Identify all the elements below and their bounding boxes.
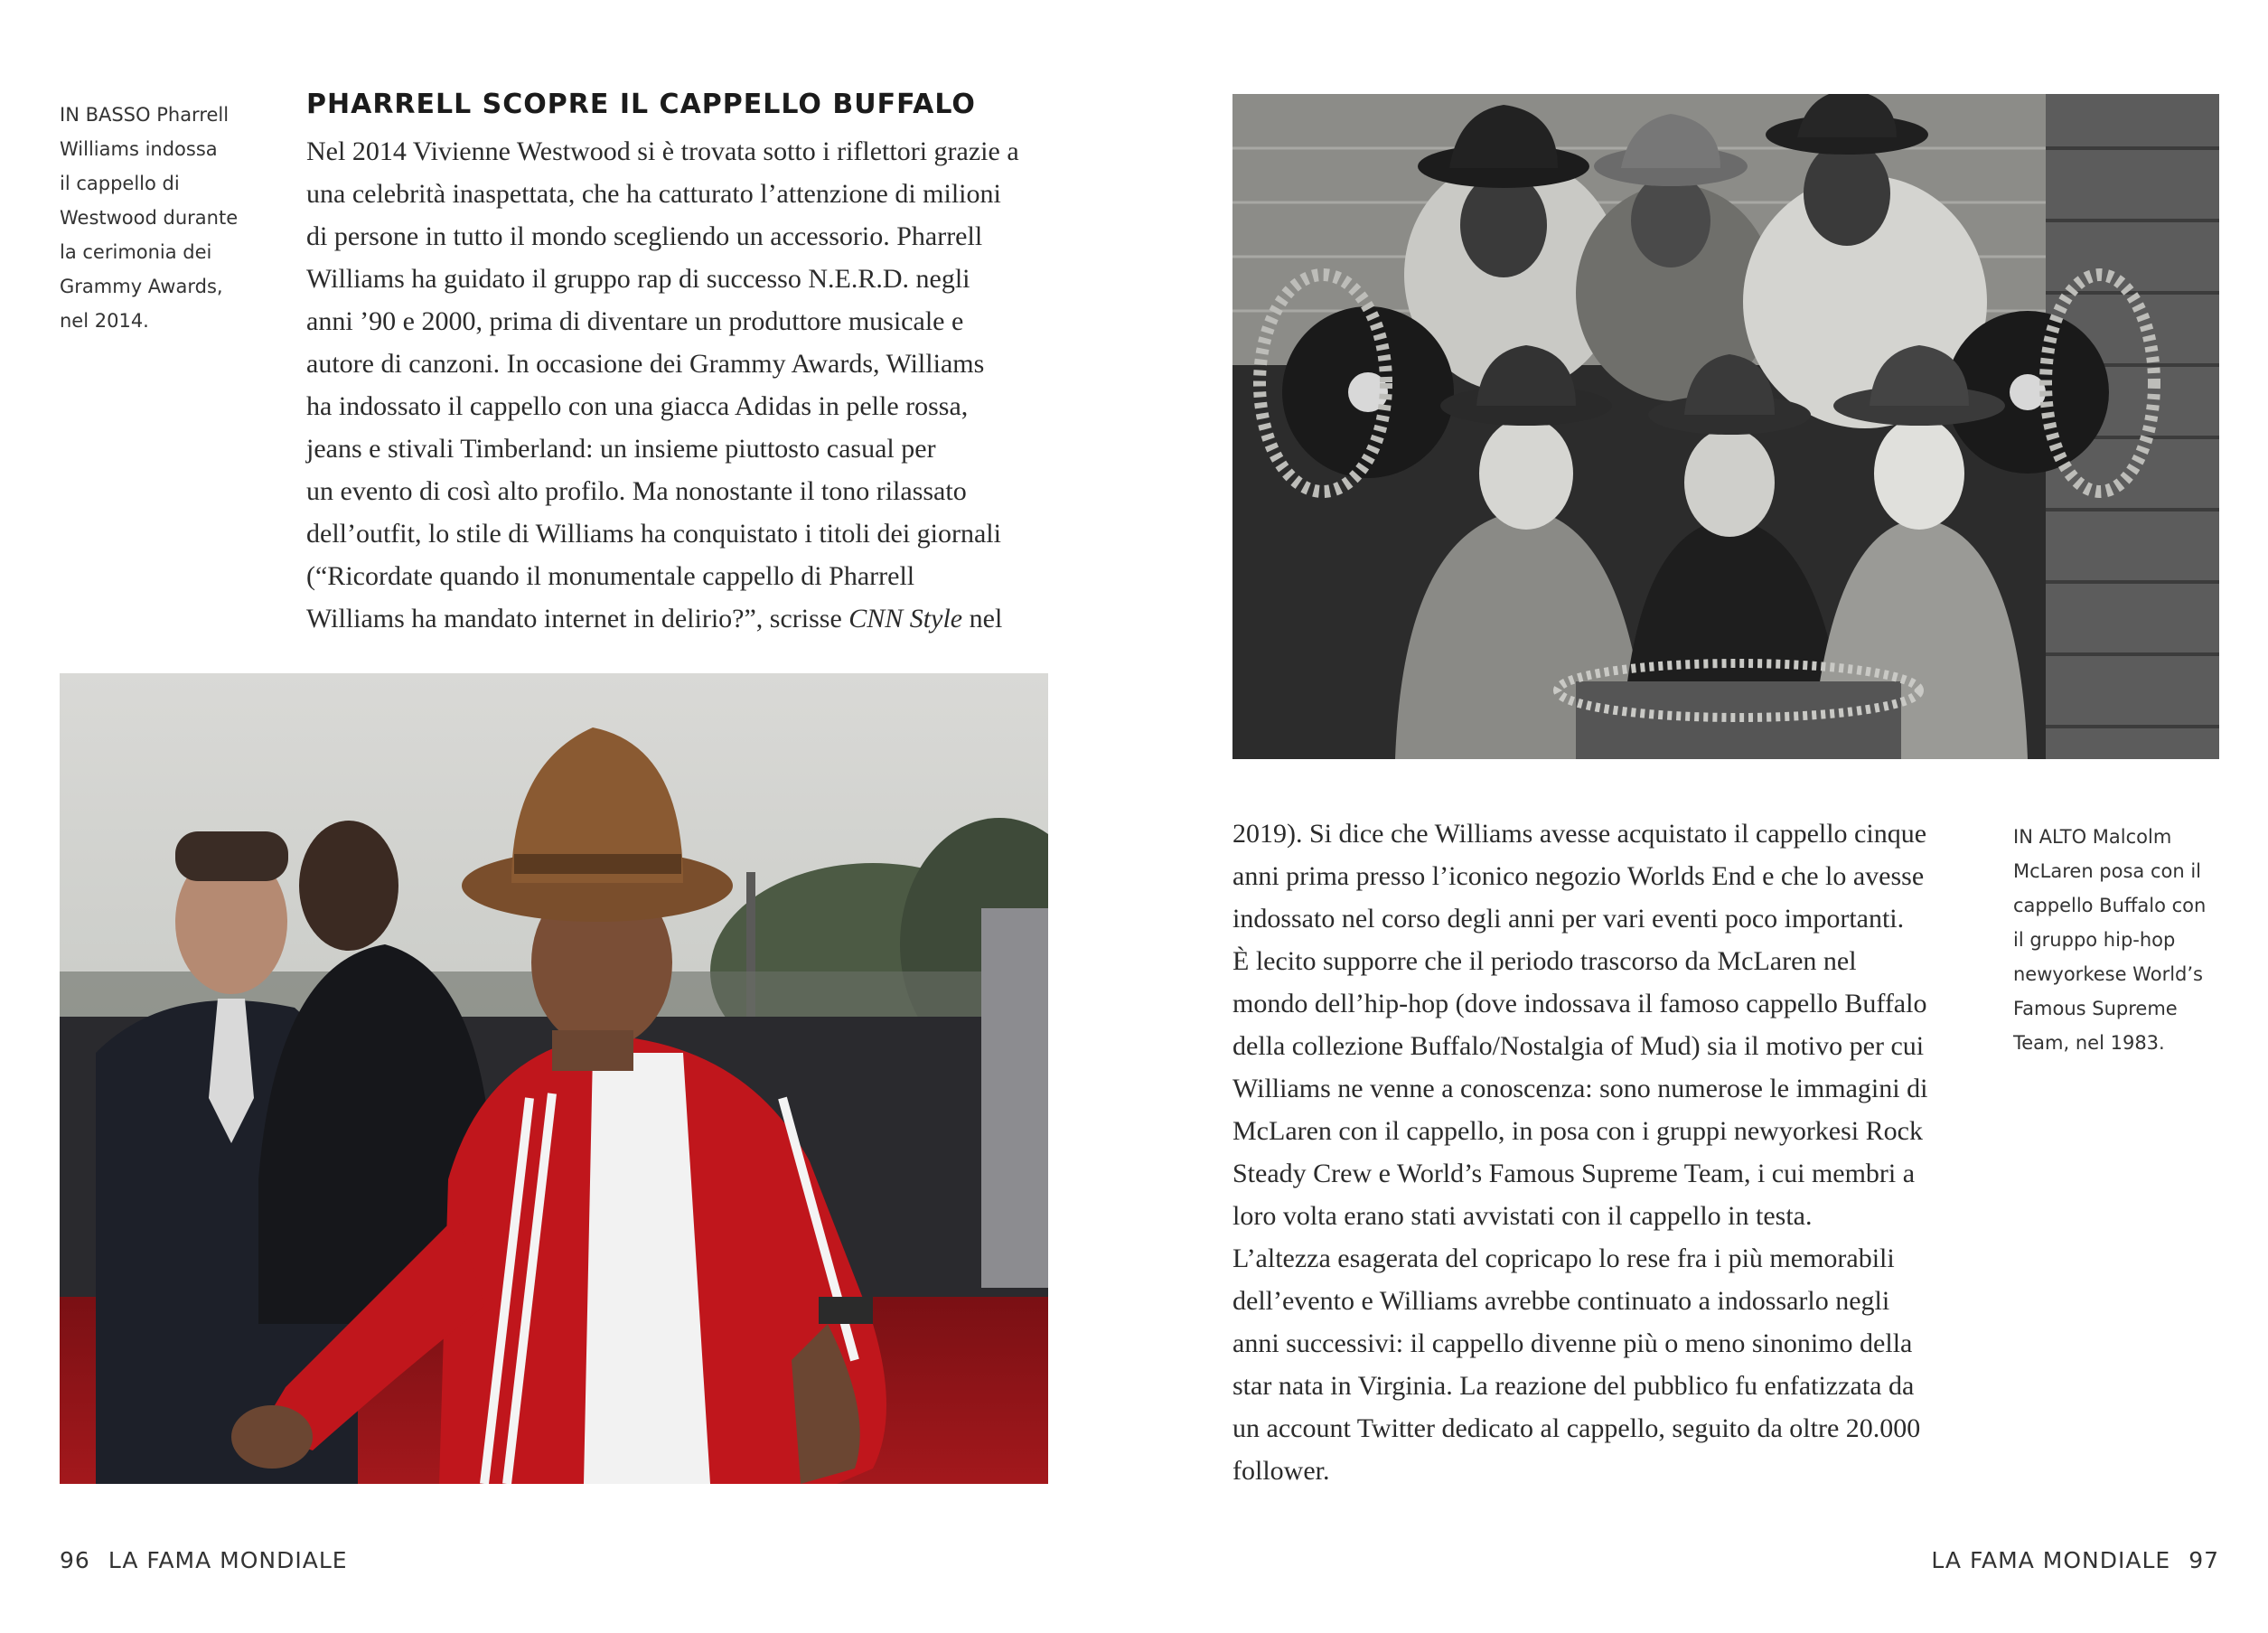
body-line: anni ’90 e 2000, prima di diventare un produttore musicale e xyxy=(306,306,964,336)
body-line: della collezione Buffalo/Nostalgia of Mud) sia il motivo per cui xyxy=(1232,1031,1925,1061)
photo-mclaren-supreme-team xyxy=(1232,94,2219,759)
photo-pharrell-image xyxy=(60,673,1048,1484)
section-heading: PHARRELL SCOPRE IL CAPPELLO BUFFALO xyxy=(306,89,976,120)
body-line: ha indossato il cappello con una giacca Adidas in pelle rossa, xyxy=(306,391,969,421)
body-line: mondo dell’hip-hop (dove indossava il famoso cappello Buffalo xyxy=(1232,989,1927,1018)
body-line: star nata in Virginia. La reazione del pubblico fu enfatizzata da xyxy=(1232,1371,1915,1401)
caption-line: Grammy Awards, xyxy=(60,276,223,297)
caption-line: IN ALTO Malcolm xyxy=(2013,826,2172,848)
body-line: (“Ricordate quando il monumentale cappello di Pharrell xyxy=(306,561,915,591)
body-line: anni successivi: il cappello divenne più o meno sinonimo della xyxy=(1232,1328,1913,1358)
body-line: un account Twitter dedicato al cappello, seguito da oltre 20.000 xyxy=(1232,1413,1921,1443)
body-line: jeans e stivali Timberland: un insieme piuttosto casual per xyxy=(306,434,936,464)
publication-name: CNN Style xyxy=(848,604,963,633)
body-line: anni prima presso l’iconico negozio Worlds End e che lo avesse xyxy=(1232,861,1925,891)
caption-line: il cappello di xyxy=(60,173,180,194)
footer-left xyxy=(60,1547,348,1573)
body-line: autore di canzoni. In occasione dei Grammy Awards, Williams xyxy=(306,349,985,379)
footer-right xyxy=(1931,1547,2219,1573)
body-line: Williams ne venne a conoscenza: sono numerose le immagini di xyxy=(1232,1074,1928,1103)
footer-title-left: LA FAMA MONDIALE xyxy=(108,1547,348,1573)
body-line: Williams ha guidato il gruppo rap di successo N.E.R.D. negli xyxy=(306,264,970,294)
caption-line: IN BASSO Pharrell xyxy=(60,104,230,126)
footer-title-right: LA FAMA MONDIALE xyxy=(1931,1547,2171,1573)
body-line: dell’outfit, lo stile di Williams ha conquistato i titoli dei giornali xyxy=(306,519,1001,549)
caption-line: Famous Supreme xyxy=(2013,998,2178,1019)
body-line: indossato nel corso degli anni per vari eventi poco importanti. xyxy=(1232,904,1905,934)
page-number-right: 97 xyxy=(2188,1547,2219,1573)
body-line-last xyxy=(306,597,1019,640)
caption-line: Westwood durante xyxy=(60,207,239,229)
body-text-left xyxy=(306,130,1019,640)
body-line: un evento di così alto profilo. Ma nonostante il tono rilassato xyxy=(306,476,967,506)
body-line: una celebrità inaspettata, che ha catturato l’attenzione di milioni xyxy=(306,179,1001,209)
caption-line: cappello Buffalo con xyxy=(2013,895,2207,916)
body-line-end: nel xyxy=(969,604,1003,633)
caption-line: newyorkese World’s xyxy=(2013,963,2203,985)
body-line: McLaren con il cappello, in posa con i gruppi newyorkesi Rock xyxy=(1232,1116,1923,1146)
body-line: 2019). Si dice che Williams avesse acquistato il cappello cinque xyxy=(1232,819,1927,849)
body-line: di persone in tutto il mondo scegliendo un accessorio. Pharrell xyxy=(306,221,983,251)
photo-mclaren-image xyxy=(1232,94,2219,759)
caption-line: Team, nel 1983. xyxy=(2013,1032,2165,1054)
caption-line: Williams indossa xyxy=(60,138,218,160)
photo-pharrell-grammy xyxy=(60,673,1048,1484)
body-line: follower. xyxy=(1232,1456,1330,1486)
body-line: dell’evento e Williams avrebbe continuato a indossarlo negli xyxy=(1232,1286,1890,1316)
caption-left xyxy=(60,98,254,338)
caption-line: McLaren posa con il xyxy=(2013,860,2202,882)
body-line-start: Williams ha mandato internet in delirio?”, scrisse xyxy=(306,604,842,633)
caption-line: nel 2014. xyxy=(60,310,149,332)
caption-right xyxy=(2013,820,2230,1060)
body-line: Steady Crew e World’s Famous Supreme Team, i cui membri a xyxy=(1232,1159,1916,1188)
page-number-left: 96 xyxy=(60,1547,90,1573)
caption-line: il gruppo hip-hop xyxy=(2013,929,2176,951)
body-line: loro volta erano stati avvistati con il cappello in testa. xyxy=(1232,1201,1813,1231)
body-text-right xyxy=(1232,812,1927,1492)
body-line: L’altezza esagerata del copricapo lo rese fra i più memorabili xyxy=(1232,1244,1895,1273)
caption-line: la cerimonia dei xyxy=(60,241,212,263)
body-line: Nel 2014 Vivienne Westwood si è trovata sotto i riflettori grazie a xyxy=(306,136,1019,166)
body-line: È lecito supporre che il periodo trascorso da McLaren nel xyxy=(1232,946,1857,976)
